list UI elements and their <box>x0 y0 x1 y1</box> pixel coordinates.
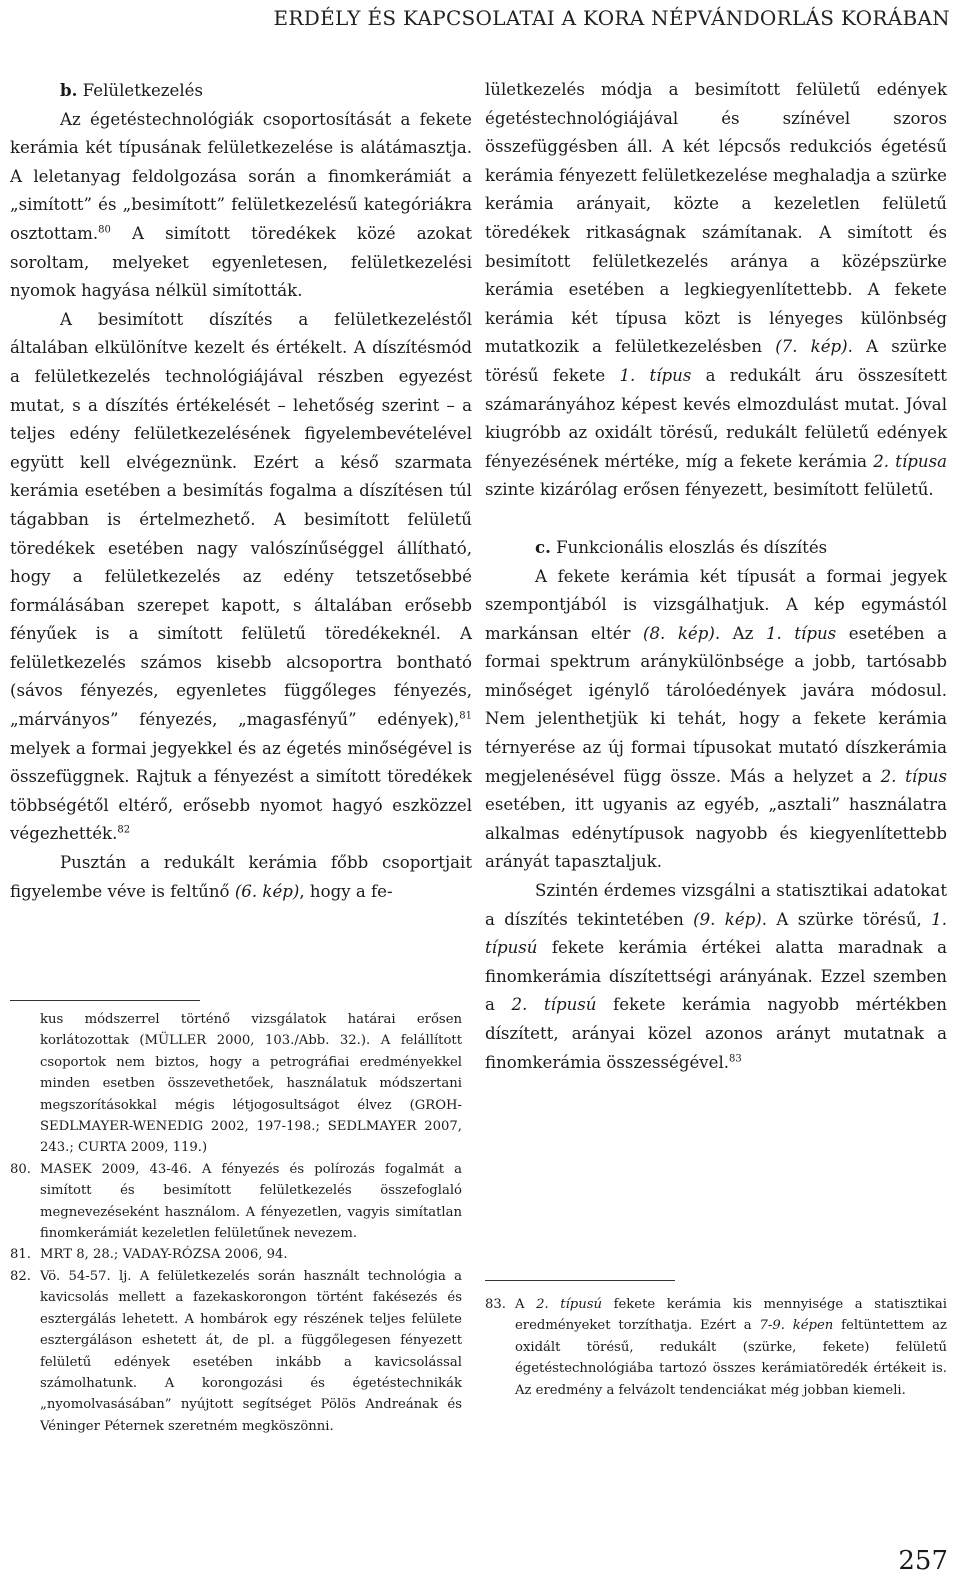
footnote-81 <box>10 1244 462 1265</box>
footnote-continuation: kus módszerrel történő vizsgálatok határai erősen korlátozottak (MÜLLER 2000, 103./Abb. 32.). A felállított csoportok nem biztos, hogy a petrográfiai eredményekkel minden esetben összevethetőek, használatuk módszertani megszorításokkal mégis létjogosultságot élvez (GROH-SEDLMAYER-WENEDIG 2002, 197-198.; SEDLMAYER 2007, 243.; CURTA 2009, 119.) <box>40 1012 462 1156</box>
text-run: . A szürke törésű, <box>761 909 932 929</box>
footnote-ref-81[interactable]: 81 <box>459 710 472 722</box>
text-run: A fekete kerámia két típusát a formai jegyek szempontjából is vizsgálhatjuk. A kép egymástól markánsan eltér <box>485 566 947 643</box>
footnote-ref-83[interactable]: 83 <box>729 1053 742 1065</box>
left-column <box>10 76 472 906</box>
italic-term: 1. típus <box>619 365 692 385</box>
italic-term: 2. típus <box>880 766 947 786</box>
text-run: fekete kerámia nagyobb mértékben díszített, arányai közel azonos arányt mutatnak a finomkerámia összességével. <box>485 995 947 1072</box>
figure-ref: 7-9. képen <box>759 1318 834 1334</box>
footnote-text <box>515 1294 947 1401</box>
footnote-83 <box>485 1294 947 1401</box>
figure-ref: (9. kép) <box>693 909 762 929</box>
page-number: 257 <box>898 1546 948 1576</box>
text-run: lületkezelés módja a besimított felületű edények égetéstechnológiájával és színével szoros összefüggésben áll. A két lépcsős redukciós égetésű kerámia fényezett felületkezelése meghaladja a szürke kerámia arányait, közte a kezeletlen felületű töredékek ritkaságnak számítanak. A simított és besimított felületkezelés aránya a középszürke kerámia esetében a legkiegyenlítettebb. A fekete kerámia két típusa közt is lényeges különbség mutatkozik a felületkezelésben <box>485 80 947 357</box>
footnote-text: MRT 8, 28.; VADAY-RÓZSA 2006, 94. <box>40 1247 288 1263</box>
text-run: esetében a formai spektrum aránykülönbsége a jobb, tartósabb minőséget igénylő tárolóedények javára módosul. Nem jelenthetjük ki tehát, hogy a fekete kerámia térnyerése az új formai típusokat mutató díszkerámia megjelenésével függ össze. Más a helyzet a <box>485 623 947 786</box>
footnote-number: 82. <box>10 1268 31 1284</box>
footnote-82 <box>10 1266 462 1437</box>
footnote-number: 81. <box>10 1247 31 1263</box>
footnotes-right <box>485 1294 947 1401</box>
paragraph <box>10 306 472 849</box>
footnote-ref-80[interactable]: 80 <box>98 224 111 236</box>
text-run: , hogy a fe- <box>299 881 393 901</box>
section-letter: b. <box>60 80 78 100</box>
paragraph <box>485 76 947 505</box>
running-head: ERDÉLY ÉS KAPCSOLATAI A KORA NÉPVÁNDORLÁS KORÁBAN <box>273 6 950 30</box>
text-run: esetében, itt ugyanis az egyéb, „asztali” használatra alkalmas edénytípusok nagyobb és kiegyenlítettebb arányát tapasztaljuk. <box>485 795 947 872</box>
paragraph <box>10 849 472 906</box>
italic-term: 1. típus <box>765 623 837 643</box>
footnote-ref-82[interactable]: 82 <box>117 824 131 836</box>
text-run: . A szürke törésű fekete <box>485 337 947 385</box>
footnote-text: MASEK 2009, 43-46. A fényezés és polírozás fogalmát a simított és besimított felületkezelés összefoglaló megnevezéseként használom. A fényezetlen, vagyis simítatlan finomkerámiát kezeletlen felületűnek nevezem. <box>40 1161 462 1242</box>
text-run: fekete kerámia értékei alatta maradnak a finomkerámia díszítettségi arányának. Ezzel szemben a <box>485 938 947 1015</box>
section-heading-b <box>60 76 472 106</box>
footnotes-left <box>10 1009 462 1437</box>
footnote-80 <box>10 1159 462 1245</box>
italic-term: 2. típusú <box>536 1297 602 1312</box>
right-column <box>485 76 947 1077</box>
text-run: Az égetéstechnológiák csoportosítását a fekete kerámia két típusának felületkezelése is alátámasztja. A leletanyag feldolgozása során a finomkerámiát a „simított” és „besimított” felületkezelésű kategóriákra osztottam. <box>10 109 472 243</box>
footnote-rule-left <box>10 1000 200 1001</box>
footnote-number: 83. <box>485 1297 506 1312</box>
text-run: A simított töredékek közé azokat soroltam, melyeket egyenletesen, felületkezelési nyomok hagyása nélkül simították. <box>10 223 472 301</box>
text-run: Pusztán a redukált kerámia főbb csoportjait figyelembe véve is feltűnő <box>10 853 472 901</box>
text-run: Szintén érdemes vizsgálni a statisztikai adatokat a díszítés tekintetében <box>485 881 947 929</box>
footnote-number: 80. <box>10 1161 31 1177</box>
text-run: szinte kizárólag erősen fényezett, besimított felületű. <box>485 480 934 500</box>
text-run: feltüntettem az oxidált törésű, redukált (szürke, fekete) felületű égetéstechnológiába tartozó összes kerámiatöredék értékeit is. Az eredmény a felvázolt tendenciákat még jobban kiemeli. <box>515 1318 947 1398</box>
footnote-rule-right <box>485 1280 675 1281</box>
text-run: fekete kerámia kis mennyisége a statisztikai eredményeket torzíthatja. Ezért a <box>515 1297 947 1334</box>
figure-ref: (7. kép) <box>775 337 848 357</box>
text-run: A <box>515 1297 537 1312</box>
figure-ref: (6. kép) <box>234 881 300 901</box>
paragraph <box>485 877 947 1077</box>
text-run: melyek a formai jegyekkel és az égetés minőségével is összefüggnek. Rajtuk a fényezést a simított töredékek többségétől eltérő, erősebb nyomot hagyó eszközzel végezhették. <box>10 738 472 844</box>
section-heading-c <box>535 533 947 563</box>
paragraph <box>485 563 947 878</box>
text-run: A besimított díszítés a felületkezeléstől általában elkülönítve kezelt és értékelt. A díszítésmód a felületkezelés technológiájával részben egyezést mutat, s a díszítés értékelését – lehetőség szerint – a teljes edény felületkezelésének figyelembevételével együtt kell elvégeznünk. Ezért a késő szarmata kerámia esetében a besimítás fogalma a díszítésen túl tágabban is értelmezhető. A besimított felületű töredékek esetében nagy valószínűséggel állítható, hogy a felületkezelés az edény tetszetősebbé formálásában szerepet kapott, s általában erősebb fényűek is a simított felületű töredékeknél. A felületkezelés számos kisebb alcsoportra bontható (sávos fényezés, egyenletes függőleges fényezés, „márványos” fényezés, „magasfényű” edények), <box>10 309 472 730</box>
section-letter: c. <box>535 536 551 557</box>
text-run: . Az <box>714 623 766 643</box>
footnote-text: Vö. 54-57. lj. A felületkezelés során használt technológia a kavicsolás mellett a fazekaskorongon történt fakésezés és esztergálás lehetett. A hombárok egy részének teljes felülete esztergáláson eshetett át, de pl. a függőlegesen fényezett felületű edények esetében inkább a kavicsolással számolhatunk. A korongozási és égetéstechnikák „nyomolvasásában” nyújtott segítséget Pölös Andreának és Véninger Péternek szeretném megköszönni. <box>40 1268 462 1434</box>
section-title: Felületkezelés <box>82 81 203 100</box>
paragraph <box>10 106 472 306</box>
text-run: a redukált áru összesített számarányához képest kevés elmozdulást mutat. Jóval kiugróbb az oxidált törésű, redukált felületű edények fényezésének mértéke, míg a fekete kerámia <box>485 365 947 471</box>
italic-term: 2. típusa <box>873 451 947 471</box>
figure-ref: (8. kép) <box>642 623 715 643</box>
italic-term: 1. típusú <box>485 909 947 958</box>
section-title: Funkcionális eloszlás és díszítés <box>556 537 828 557</box>
italic-term: 2. típusú <box>511 995 597 1015</box>
